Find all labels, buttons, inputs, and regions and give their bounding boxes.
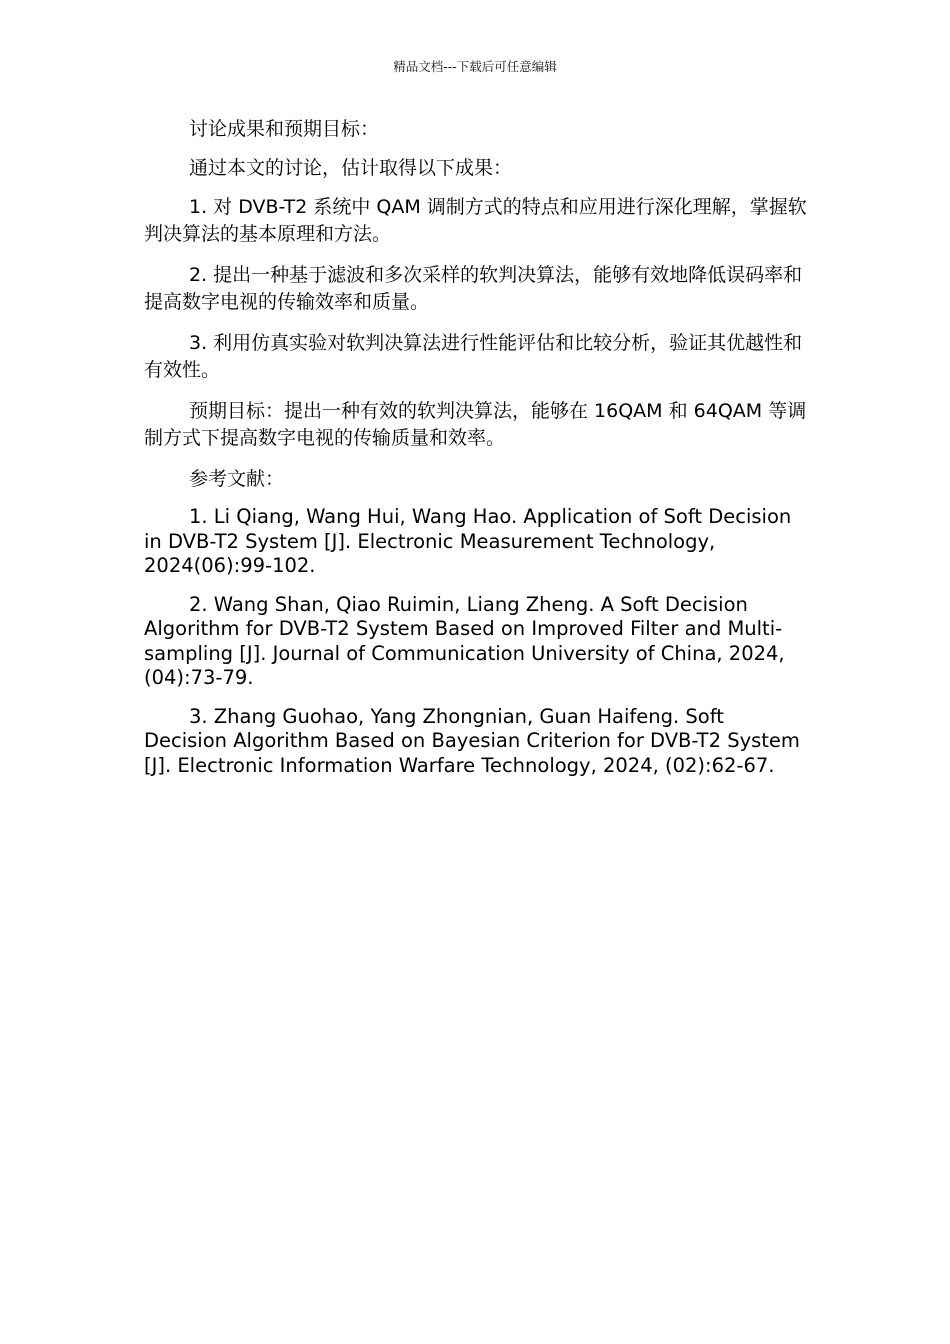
result-item-1: 1. 对 DVB-T2 系统中 QAM 调制方式的特点和应用进行深化理解，掌握软判决算法的基本原理和方法。: [144, 196, 807, 245]
result-item-3: 3. 利用仿真实验对软判决算法进行性能评估和比较分析，验证其优越性和有效性。: [144, 332, 803, 381]
reference-item-1: 1. Li Qiang, Wang Hui, Wang Hao. Application of Soft Decision in DVB-T2 System [J]. Electronic Measurement Technology, 2024(06):99-102.: [144, 505, 792, 577]
goal-paragraph: 预期目标：提出一种有效的软判决算法，能够在 16QAM 和 64QAM 等调制方式下提高数字电视的传输质量和效率。: [144, 400, 807, 449]
document-body: [144, 116, 808, 792]
section-title: 讨论成果和预期目标：: [189, 118, 380, 140]
page-header: 精品文档---下载后可任意编辑: [393, 59, 557, 74]
references-title: 参考文献：: [189, 468, 285, 490]
reference-item-3: 3. Zhang Guohao, Yang Zhongnian, Guan Haifeng. Soft Decision Algorithm Based on Bayesian Criterion for DVB-T2 System [J]. Electronic Information Warfare Technology, 2024, (02):62-67.: [144, 704, 800, 777]
result-item-2: 2. 提出一种基于滤波和多次采样的软判决算法，能够有效地降低误码率和提高数字电视的传输效率和质量。: [144, 264, 803, 313]
reference-item-2: 2. Wang Shan, Qiao Ruimin, Liang Zheng. A Soft Decision Algorithm for DVB-T2 System Based on Improved Filter and Multi-sampling [J]. Journal of Communication University of China, 2024, (04):73-79.: [144, 592, 785, 689]
intro-paragraph: 通过本文的讨论，估计取得以下成果：: [189, 157, 513, 179]
